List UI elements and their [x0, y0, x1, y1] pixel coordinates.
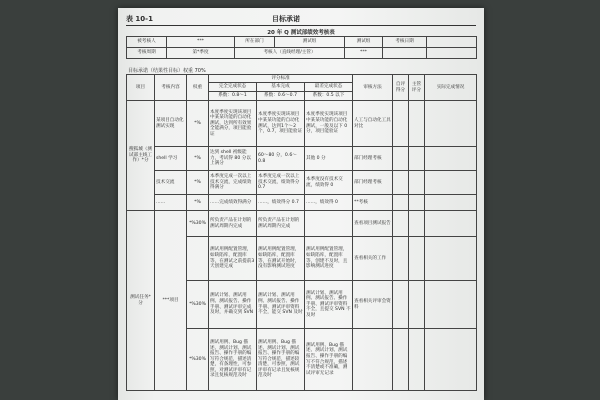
self-score-cell	[393, 195, 409, 211]
info-value: ***	[345, 48, 383, 59]
item-cell: ……	[155, 195, 187, 211]
actual-cell	[425, 329, 477, 391]
info-value: 测试组	[345, 37, 383, 48]
item-cell: 某项目自动化测试实现	[155, 101, 187, 147]
basic-cell: ……，绩效得分 0.7	[257, 195, 305, 211]
col-header: 实际完成情况	[425, 75, 477, 101]
basic-cell: 测试用例配置管理，如缺陷库，配置库等，在测试开始时，没有影响测试进度	[257, 237, 305, 281]
method-cell: 部门经理考核	[353, 171, 393, 195]
basic-cell: 本度季度实现该项目中某某功能的自动化测试，达到1个～2个，0.7，项目能验证	[257, 101, 305, 147]
poor-cell: 测试用例配置管理，如缺陷库，配置库等，创建不及时，且影响测试进度	[305, 237, 353, 281]
info-row	[127, 48, 477, 59]
table-number: 表 10-1	[126, 15, 153, 23]
info-value	[427, 37, 477, 48]
manager-score-cell	[409, 329, 425, 391]
manager-score-cell	[409, 195, 425, 211]
table-row	[127, 195, 477, 211]
manager-score-cell	[409, 211, 425, 237]
project-cell: 测试任务*分	[127, 211, 155, 391]
info-label: 考核周期	[127, 48, 167, 59]
info-value: 第*季度	[167, 48, 235, 59]
form-title: 20 年 Q 测试部绩效考核表	[267, 30, 335, 36]
col-header: 自评得分	[393, 75, 409, 101]
excellent-cell: ……完成绩效得满分	[209, 195, 257, 211]
self-score-cell	[393, 281, 409, 329]
table-row	[127, 147, 477, 171]
item-cell: ***项目	[155, 211, 187, 391]
poor-cell: 本度季度实现该项目中某某功能的自动化测试，一般及以下 0 分，项目能验证	[305, 101, 353, 147]
method-cell: 部门经理考核	[353, 147, 393, 171]
weight-cell: *%30%	[187, 329, 209, 391]
method-cell: 人工与自动化工具对比	[353, 101, 393, 147]
weight-cell: *%30%	[187, 211, 209, 237]
weight-cell: *%	[187, 195, 209, 211]
coef-header: 系数：0.8～1	[209, 92, 257, 101]
weight-cell: *%	[187, 147, 209, 171]
poor-cell: 本季度没有技术交流，绩效得 0	[305, 171, 353, 195]
excellent-cell: 本度季度实现该项目中某某功能的自动化测试，达到所有效果全能满分，项目能验证	[209, 101, 257, 147]
col-header: 完全完成状态	[209, 83, 257, 92]
poor-cell	[305, 211, 353, 237]
manager-score-cell	[409, 281, 425, 329]
actual-cell	[425, 101, 477, 147]
weight-cell: *%	[187, 171, 209, 195]
item-cell: shell 学习	[155, 147, 187, 171]
basic-cell: 所负责产品在计划的测试周期内完成	[257, 211, 305, 237]
manager-score-cell	[409, 101, 425, 147]
excellent-cell: 本季度完成一次以上技术交流，完成绩效得满分	[209, 171, 257, 195]
poor-cell: 测试用例、Bug 描述、测试计划、测试报告、操作手册的编写不符合规范，描述不清楚或不准确，测试评审无记录	[305, 329, 353, 391]
col-header: 考核内容	[155, 75, 187, 101]
poor-cell: 测试计划、测试用例、测试报告、操作手册、测试评审资料不全，且提交 SVN 不及时	[305, 281, 353, 329]
info-label: 考核日期	[383, 37, 427, 48]
table-row	[127, 171, 477, 195]
method-cell: 查看相关评审会资料	[353, 281, 393, 329]
header-rule	[126, 25, 476, 26]
self-score-cell	[393, 211, 409, 237]
actual-cell	[425, 281, 477, 329]
col-header: 审核方法	[353, 75, 393, 101]
doc-header	[126, 12, 476, 26]
info-value: 测试组	[275, 37, 345, 48]
poor-cell: ……，绩效得 0	[305, 195, 353, 211]
info-table	[126, 36, 477, 59]
weight-cell: *%30%	[187, 281, 209, 329]
col-header: 评分标准	[209, 75, 353, 83]
header-row	[127, 75, 477, 83]
doc-title: 目标承诺	[272, 15, 300, 23]
method-cell: **考核	[353, 195, 393, 211]
col-header: 基本完成	[257, 83, 305, 92]
self-score-cell	[393, 237, 409, 281]
manager-score-cell	[409, 237, 425, 281]
info-value	[427, 48, 477, 59]
method-cell	[353, 329, 393, 391]
table-row	[127, 211, 477, 237]
self-score-cell	[393, 101, 409, 147]
section-title: 目标承诺（结果性目标）权重 70%	[128, 68, 206, 74]
actual-cell	[425, 147, 477, 171]
method-cell: 查看项目测试报告	[353, 211, 393, 237]
method-cell: 查看相关的工作	[353, 237, 393, 281]
info-label	[383, 48, 427, 59]
manager-score-cell	[409, 171, 425, 195]
manager-score-cell	[409, 147, 425, 171]
info-value: ***	[167, 37, 235, 48]
weight-cell	[187, 237, 209, 281]
info-label: 所在部门	[235, 37, 275, 48]
info-row	[127, 37, 477, 48]
item-cell: 技术交流	[155, 171, 187, 195]
info-label: 考核人（直线经理/主管）	[235, 48, 345, 59]
excellent-cell: 测试用例、Bug 描述、测试计划、测试报告、操作手册的编写符合规范，描述清楚，有条理性，可参照，对测试评审有记录且复核规范及时	[209, 329, 257, 391]
col-header: 最差完成状态	[305, 83, 353, 92]
assessment-table	[126, 74, 477, 391]
basic-cell: 本季度完成一次以上技术交流，绩效得分 0.7	[257, 171, 305, 195]
self-score-cell	[393, 171, 409, 195]
excellent-cell: 达到 shell 初级能力，考试得 80 分以上满分	[209, 147, 257, 171]
basic-cell: 60～80 分，0.6～0.8	[257, 147, 305, 171]
self-score-cell	[393, 147, 409, 171]
excellent-cell: 测试用例配置管理，如缺陷库，配置库等，在测试之前提前3天创建完成	[209, 237, 257, 281]
basic-cell: 测试用例、Bug 描述、测试计划、测试报告、操作手册的编写符合规范，描述较清楚，可参照，测试评审有记录且复核规范及时	[257, 329, 305, 391]
document-photo	[118, 8, 484, 400]
info-label: 被考核人	[127, 37, 167, 48]
actual-cell	[425, 171, 477, 195]
coef-header: 系数：0.6～0.7	[257, 92, 305, 101]
self-score-cell	[393, 329, 409, 391]
excellent-cell: 所负责产品在计划的测试周期内完成	[209, 211, 257, 237]
actual-cell	[425, 211, 477, 237]
coef-header: 系数：0.5 以下	[305, 92, 353, 101]
basic-cell: 测试计划、测试用例、测试报告、操作手册、测试评审资料不全，能交 SVN 及时	[257, 281, 305, 329]
col-header: 项目	[127, 75, 155, 101]
project-cell: 搜狐城（测试部主线工作）*分	[127, 101, 155, 211]
col-header: 权重	[187, 75, 209, 101]
weight-cell: *%	[187, 101, 209, 147]
table-row	[127, 101, 477, 147]
col-header: 主管评分	[409, 75, 425, 101]
actual-cell	[425, 237, 477, 281]
actual-cell	[425, 195, 477, 211]
poor-cell: 其他 0 分	[305, 147, 353, 171]
excellent-cell: 测试计划、测试用例、测试报告、操作手册、测试评审完成及时，并确交到 SVN	[209, 281, 257, 329]
